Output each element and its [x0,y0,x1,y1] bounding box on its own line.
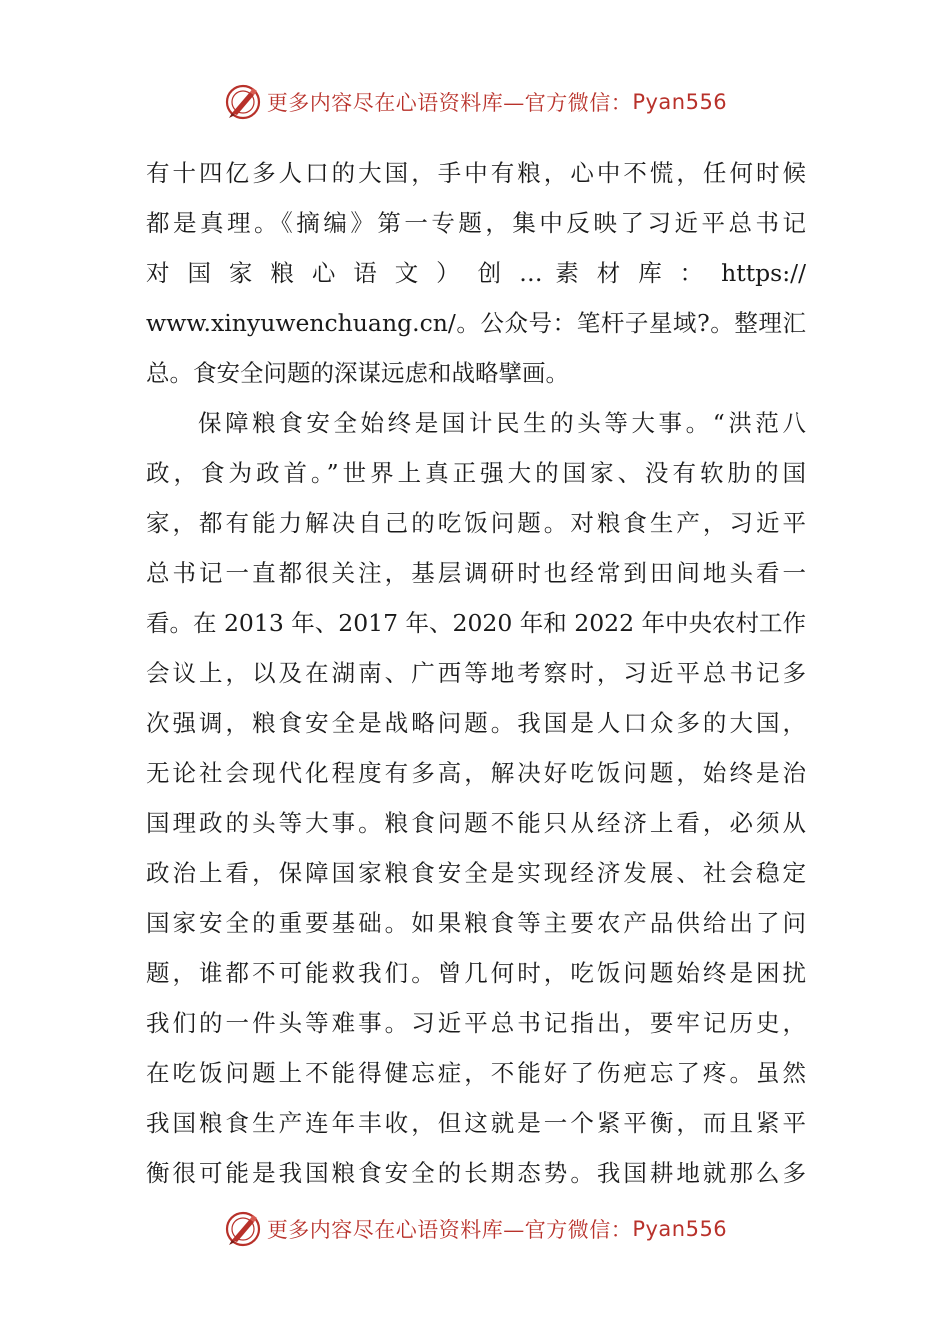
text-line: 会议上，以及在湖南、广西等地考察时，习近平总书记多 [146,659,806,687]
footer-wechat-id: Pyan556 [632,1217,728,1241]
text-line: 次强调，粮食安全是战略问题。我国是人口众多的大国， [146,709,806,737]
text-line: 无论社会现代化程度有多高，解决好吃饭问题，始终是治 [146,759,806,787]
text-line: 都是真理。《摘编》第一专题，集中反映了习近平总书记 [146,209,806,237]
text-line: 对 国 家 粮 心 语 文 ） 创 … 素 材 库 ： https:// [146,259,806,287]
text-line: 我国粮食生产连年丰收，但这就是一个紧平衡，而且紧平 [146,1109,806,1137]
text-line: 国理政的头等大事。粮食问题不能只从经济上看，必须从 [146,809,806,837]
text-line: 衡很可能是我国粮食安全的长期态势。我国耕地就那么多 [146,1159,806,1187]
text-line: 看。在 2013 年、2017 年、2020 年和 2022 年中央农村工作 [146,609,806,637]
text-line: 国家安全的重要基础。如果粮食等主要农产品供给出了问 [146,909,806,937]
text-line: 我们的一件头等难事。习近平总书记指出，要牢记历史， [146,1009,806,1037]
text-line: 在吃饭问题上不能得健忘症，不能好了伤疤忘了疼。虽然 [146,1059,806,1087]
text-line: 题，谁都不可能救我们。曾几何时，吃饭问题始终是困扰 [146,959,806,987]
header-text: 更多内容尽在心语资料库—官方微信： [266,91,633,115]
header-wechat-id: Pyan556 [632,90,728,114]
pen-logo-icon [223,82,263,122]
footer-text: 更多内容尽在心语资料库—官方微信： [266,1218,633,1242]
document-body [146,148,806,1198]
text-line: 有十四亿多人口的大国，手中有粮，心中不慌，任何时候 [146,159,806,187]
pen-logo-icon [223,1209,263,1249]
header-banner [0,80,950,124]
text-line: 总书记一直都很关注，基层调研时也经常到田间地头看一 [146,559,806,587]
text-line: 总。食安全问题的深谋远虑和战略擘画。 [146,359,569,387]
text-line: 政治上看，保障国家粮食安全是实现经济发展、社会稳定 [146,859,806,887]
text-line: 家，都有能力解决自己的吃饭问题。对粮食生产，习近平 [146,509,806,537]
text-line: www.xinyuwenchuang.cn/。公众号：笔杆子星域?。整理汇 [146,309,806,337]
text-line: 政，食为政首。”世界上真正强大的国家、没有软肋的国 [146,459,806,487]
paragraph-first-line: 保障粮食安全始终是国计民生的头等大事。“洪范八 [198,409,806,437]
footer-banner [0,1207,950,1251]
